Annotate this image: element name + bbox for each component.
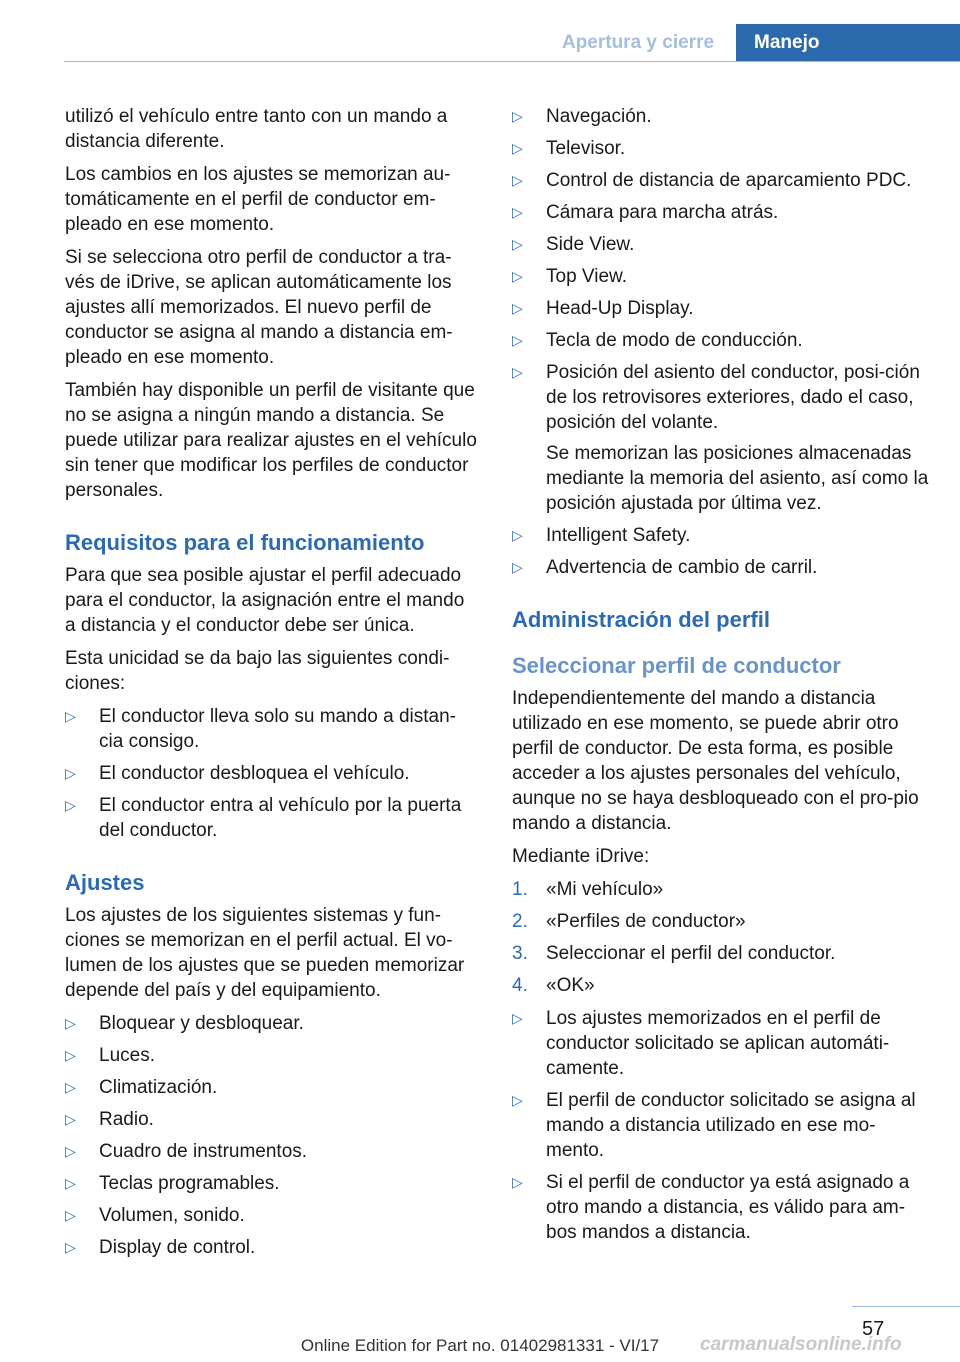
step-text: «Mi vehículo» <box>546 879 664 900</box>
list-item-text: Navegación. <box>546 106 652 127</box>
step-item <box>512 909 932 934</box>
conditions-list <box>65 704 479 843</box>
list-item-text: Cuadro de instrumentos. <box>99 1141 308 1162</box>
step-text: «OK» <box>546 975 595 996</box>
triangle-bullet-icon: ▷ <box>512 268 523 284</box>
list-item <box>65 1171 479 1196</box>
list-item-text: El conductor lleva solo su mando a distan-cia consigo. <box>99 706 456 752</box>
list-item <box>65 1011 479 1036</box>
list-item <box>65 1203 479 1228</box>
step-item <box>512 941 932 966</box>
triangle-bullet-icon: ▷ <box>65 1143 76 1159</box>
triangle-bullet-icon: ▷ <box>512 140 523 156</box>
list-item <box>512 104 932 129</box>
step-number: 4. <box>512 975 528 996</box>
list-item <box>512 1170 932 1245</box>
triangle-bullet-icon: ▷ <box>512 559 523 575</box>
list-item-text: Radio. <box>99 1109 154 1130</box>
list-item-text: Control de distancia de aparcamiento PDC. <box>546 170 912 191</box>
paragraph: Los ajustes de los siguientes sistemas y fun-ciones se memorizan en el perfil actual. El vo-lumen de los ajustes que se pueden memorizar depende del país y del equipamiento. <box>65 905 465 1001</box>
triangle-bullet-icon: ▷ <box>512 172 523 188</box>
footer-edition: Online Edition for Part no. 01402981331 - VI/17 <box>300 1336 660 1355</box>
triangle-bullet-icon: ▷ <box>512 204 523 220</box>
list-item <box>512 232 932 257</box>
list-item-text: Los ajustes memorizados en el perfil de conductor solicitado se aplican automáti-camente. <box>546 1008 890 1079</box>
list-item-text: Posición del asiento del conductor, posi-ción de los retrovisores exteriores, dado el caso, posición del volante. <box>546 362 920 433</box>
triangle-bullet-icon: ▷ <box>65 1207 76 1223</box>
list-item <box>512 136 932 161</box>
list-item <box>65 704 479 754</box>
list-item-text: Si el perfil de conductor ya está asignado a otro mando a distancia, es válido para am-bos mandos a distancia. <box>546 1172 910 1243</box>
list-item <box>512 264 932 289</box>
list-item-text: Teclas programables. <box>99 1173 280 1194</box>
triangle-bullet-icon: ▷ <box>512 300 523 316</box>
list-item-text: Display de control. <box>99 1237 256 1258</box>
triangle-bullet-icon: ▷ <box>65 708 76 724</box>
page-number: 57 <box>862 1318 885 1340</box>
paragraph: Los cambios en los ajustes se memorizan au-tomáticamente en el perfil de conductor em-pleado en ese momento. <box>65 164 451 235</box>
list-item <box>512 328 932 353</box>
list-item <box>512 360 932 516</box>
list-item-text: Intelligent Safety. <box>546 525 691 546</box>
list-item-text: Bloquear y desbloquear. <box>99 1013 304 1034</box>
list-item <box>512 523 932 548</box>
list-item <box>65 1043 479 1068</box>
list-item <box>65 1107 479 1132</box>
triangle-bullet-icon: ▷ <box>512 1092 523 1108</box>
list-item-text: Side View. <box>546 234 635 255</box>
triangle-bullet-icon: ▷ <box>512 332 523 348</box>
results-list <box>512 1006 932 1245</box>
list-item-text: Volumen, sonido. <box>99 1205 245 1226</box>
list-item-text: Cámara para marcha atrás. <box>546 202 779 223</box>
list-item <box>512 555 932 580</box>
list-item <box>65 761 479 786</box>
triangle-bullet-icon: ▷ <box>65 765 76 781</box>
triangle-bullet-icon: ▷ <box>512 527 523 543</box>
triangle-bullet-icon: ▷ <box>65 1079 76 1095</box>
step-number: 3. <box>512 943 528 964</box>
list-item <box>65 793 479 843</box>
header-rule <box>64 61 960 62</box>
triangle-bullet-icon: ▷ <box>512 364 523 380</box>
list-item <box>65 1139 479 1164</box>
paragraph: Esta unicidad se da bajo las siguientes condi-ciones: <box>65 648 450 694</box>
paragraph: Mediante iDrive: <box>512 846 650 867</box>
paragraph: Si se selecciona otro perfil de conductor a tra-vés de iDrive, se aplican automáticamente los ajustes allí memorizados. El nuevo perfil de conductor se asigna al mando a distancia em-pleado en ese momento. <box>65 247 453 368</box>
triangle-bullet-icon: ▷ <box>65 1111 76 1127</box>
triangle-bullet-icon: ▷ <box>512 108 523 124</box>
step-item <box>512 877 932 902</box>
list-item <box>65 1235 479 1260</box>
triangle-bullet-icon: ▷ <box>65 797 76 813</box>
triangle-bullet-icon: ▷ <box>65 1047 76 1063</box>
list-item-text: Tecla de modo de conducción. <box>546 330 803 351</box>
list-item-text: El conductor entra al vehículo por la puerta del conductor. <box>99 795 462 841</box>
list-item-text: Head-Up Display. <box>546 298 694 319</box>
triangle-bullet-icon: ▷ <box>65 1015 76 1031</box>
list-item-text: Climatización. <box>99 1077 218 1098</box>
list-item <box>512 168 932 193</box>
list-item-text: El conductor desbloquea el vehículo. <box>99 763 410 784</box>
triangle-bullet-icon: ▷ <box>512 1174 523 1190</box>
list-item <box>512 1006 932 1081</box>
list-item-text: Advertencia de cambio de carril. <box>546 557 818 578</box>
settings-list-continued <box>512 104 932 580</box>
heading-requisitos: Requisitos para el funcionamiento <box>65 530 425 555</box>
triangle-bullet-icon: ▷ <box>512 236 523 252</box>
paragraph: Independientemente del mando a distancia utilizado en ese momento, se puede abrir otro perfil de conductor. De esta forma, es posible acceder a los ajustes personales del vehículo, aunque no se haya desbloqueado con el pro-pio mando a distancia. <box>512 688 919 834</box>
list-item-text: El perfil de conductor solicitado se asigna al mando a distancia utilizado en ese mo-mento. <box>546 1090 916 1161</box>
heading-seleccionar-perfil: Seleccionar perfil de conductor <box>512 653 841 678</box>
heading-ajustes: Ajustes <box>65 870 145 895</box>
list-item <box>512 1088 932 1163</box>
paragraph: utilizó el vehículo entre tanto con un mando a distancia diferente. <box>65 106 448 152</box>
paragraph: También hay disponible un perfil de visitante que no se asigna a ningún mando a distancia. Se puede utilizar para realizar ajustes en el vehículo sin tener que modificar los perfiles de conductor personales. <box>65 380 477 501</box>
list-item-text: Top View. <box>546 266 627 287</box>
step-text: Seleccionar el perfil del conductor. <box>546 943 836 964</box>
list-item <box>512 296 932 321</box>
list-item-text: Luces. <box>99 1045 155 1066</box>
list-item-note: Se memorizan las posiciones almacenadas mediante la memoria del asiento, así como la posición ajustada por última vez. <box>546 443 929 514</box>
right-column <box>512 104 932 1253</box>
page-number-rule <box>852 1306 960 1307</box>
triangle-bullet-icon: ▷ <box>65 1239 76 1255</box>
tab-chapter-manejo[interactable]: Manejo <box>736 24 960 62</box>
watermark: carmanualsonline.info <box>700 1334 902 1355</box>
triangle-bullet-icon: ▷ <box>65 1175 76 1191</box>
page-header <box>0 24 960 62</box>
left-column <box>65 104 479 1268</box>
step-number: 1. <box>512 879 528 900</box>
step-text: «Perfiles de conductor» <box>546 911 746 932</box>
triangle-bullet-icon: ▷ <box>512 1010 523 1026</box>
step-number: 2. <box>512 911 528 932</box>
list-item <box>65 1075 479 1100</box>
heading-administracion: Administración del perfil <box>512 607 770 632</box>
tab-section-apertura[interactable]: Apertura y cierre <box>561 32 715 53</box>
list-item-text: Televisor. <box>546 138 626 159</box>
settings-list <box>65 1011 479 1260</box>
steps-list <box>512 877 932 998</box>
step-item <box>512 973 932 998</box>
list-item <box>512 200 932 225</box>
paragraph: Para que sea posible ajustar el perfil adecuado para el conductor, la asignación entre el mando a distancia y el conductor debe ser única. <box>65 565 465 636</box>
